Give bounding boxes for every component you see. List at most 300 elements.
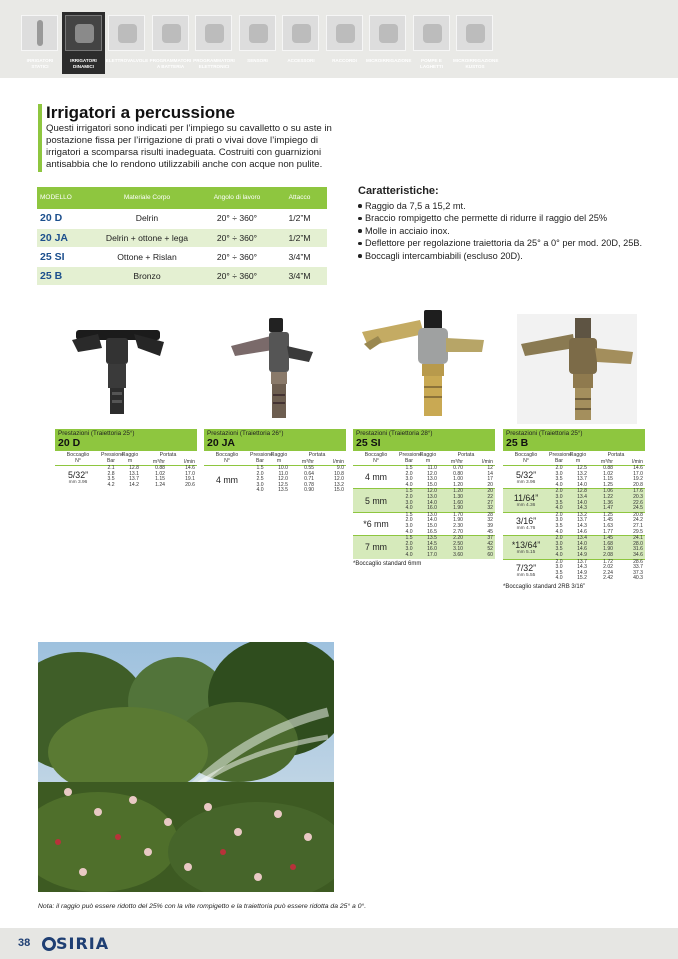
col-raggio: Raggio	[121, 452, 139, 458]
col-header-model: MODELLO	[37, 187, 92, 209]
nozzle-mm: mm 3.96	[68, 479, 88, 485]
perf-note: *Boccaglio standard 6mm	[353, 560, 422, 567]
nav-item-2[interactable]	[105, 12, 149, 74]
radius-cell: 16.0	[427, 546, 437, 553]
col-boccaglio: Boccaglio	[514, 452, 538, 458]
nozzle-size: 7 mm	[365, 542, 387, 553]
nav-item-label: PROGRAMMATORI A BATTERIA	[149, 58, 192, 69]
radius-cell: 13.7	[577, 558, 587, 565]
col-m: m	[127, 458, 133, 464]
pressure-cell: 3.0	[555, 564, 563, 571]
flow-m3hr-cell: 0.64	[304, 470, 314, 477]
col-m3hr: m³/hr	[450, 458, 463, 465]
flow-lmin-cell: 33.7	[633, 564, 643, 571]
flow-m3hr-cell: 1.15	[155, 476, 165, 483]
col-lmin: l/min	[632, 458, 643, 465]
angle-cell: 20° ÷ 360°	[202, 228, 272, 247]
nozzle-mm: mm 5.55	[516, 573, 536, 579]
perf-table-25si	[353, 429, 495, 567]
col-nr: N°	[224, 458, 230, 464]
flow-m3hr-cell: 1.90	[453, 517, 463, 524]
nozzle-size: 5 mm	[365, 495, 387, 506]
perf-title: Prestazioni (Traiettoria 25°)	[506, 430, 583, 437]
feature-item: Boccagli intercambiabili (escluso 20D).	[358, 250, 658, 263]
flow-lmin-cell: 20.3	[633, 493, 643, 500]
pressure-cell: 4.0	[405, 505, 413, 512]
flow-m3hr-cell: 3.60	[453, 551, 463, 558]
nav-item-label: MICROIRRIGAZIONE	[366, 58, 412, 63]
flow-m3hr-cell: 1.25	[603, 481, 613, 488]
flow-lmin-cell: 19.2	[633, 476, 643, 483]
radius-cell: 12.8	[129, 465, 139, 471]
category-icon	[326, 15, 363, 51]
col-nr: N°	[373, 458, 379, 464]
table-row	[549, 530, 645, 536]
perf-column-headers	[204, 451, 346, 465]
flow-lmin-cell: 20	[487, 481, 493, 488]
nozzle-group	[503, 512, 645, 535]
pressure-cell: 4.0	[256, 487, 264, 494]
col-pressione: Pressione	[101, 452, 125, 458]
pressure-cell: 2.1	[107, 465, 115, 471]
pressure-cell: 4.0	[555, 505, 563, 512]
angle-cell: 20° ÷ 360°	[202, 247, 272, 266]
perf-table-25b	[503, 429, 645, 590]
flow-lmin-cell: 28.0	[633, 540, 643, 547]
flow-m3hr-cell: 0.55	[304, 465, 314, 471]
flow-lmin-cell: 17	[487, 476, 493, 483]
material-cell: Delrin	[92, 209, 202, 228]
radius-cell: 14.0	[427, 499, 437, 506]
nav-item-label: IRRIGATORI DINAMICI	[70, 58, 97, 69]
flow-lmin-cell: 20.8	[633, 511, 643, 518]
radius-cell: 16.0	[427, 505, 437, 512]
radius-cell: 14.6	[577, 546, 587, 553]
flow-lmin-cell: 19.1	[185, 476, 195, 483]
flow-m3hr-cell: 1.00	[453, 476, 463, 483]
pressure-cell: 2.0	[555, 511, 563, 518]
perf-model: 20 JA	[207, 437, 236, 449]
nav-item-label: ACCESSORI	[287, 58, 315, 63]
flow-m3hr-cell: 1.24	[155, 481, 165, 488]
flow-m3hr-cell: 2.20	[453, 535, 463, 542]
flow-lmin-cell: 27	[487, 499, 493, 506]
radius-cell: 13.0	[427, 493, 437, 500]
flow-m3hr-cell: 0.80	[453, 470, 463, 477]
garden-photo	[38, 642, 334, 892]
nav-item-label: RACCORDI	[332, 58, 357, 63]
brand-logo	[42, 934, 109, 953]
pressure-cell: 2.5	[256, 476, 264, 483]
col-lmin: l/min	[333, 458, 344, 465]
flow-m3hr-cell: 1.30	[453, 493, 463, 500]
flow-m3hr-cell: 1.90	[603, 546, 613, 553]
nozzle-group	[503, 535, 645, 558]
pressure-cell: 3.5	[555, 546, 563, 553]
nozzle-group	[503, 559, 645, 582]
pressure-cell: 1.5	[405, 488, 413, 495]
nav-item-3[interactable]	[149, 12, 193, 74]
nozzle-size: *6 mm	[363, 518, 389, 529]
col-bar: Bar	[106, 458, 116, 464]
flow-lmin-cell: 17.6	[633, 488, 643, 495]
radius-cell: 12.8	[577, 488, 587, 495]
model-cell: 20 JA	[37, 228, 92, 247]
table-row	[399, 506, 495, 512]
col-portata: Portata	[457, 452, 475, 458]
flow-m3hr-cell: 0.88	[155, 465, 165, 471]
pressure-cell: 4.0	[555, 551, 563, 558]
flow-lmin-cell: 32	[487, 517, 493, 524]
product-photo-25si	[360, 306, 490, 426]
flow-lmin-cell: 12.0	[334, 476, 344, 483]
nav-item-5[interactable]	[236, 12, 280, 74]
pressure-cell: 1.5	[405, 535, 413, 542]
flow-lmin-cell: 14.6	[633, 465, 643, 471]
nav-item-6[interactable]	[279, 12, 323, 74]
radius-cell: 14.3	[577, 505, 587, 512]
table-row	[399, 530, 495, 536]
col-lmin: l/min	[482, 458, 493, 465]
radius-cell: 11.0	[278, 470, 288, 477]
pressure-cell: 1.5	[256, 465, 264, 471]
flow-lmin-cell: 15.0	[334, 487, 344, 494]
pressure-cell: 2.0	[405, 540, 413, 547]
pressure-cell: 2.0	[555, 488, 563, 495]
pressure-cell: 2.0	[405, 470, 413, 477]
nozzle-size: 7/32”	[515, 563, 537, 574]
flow-lmin-cell: 28.6	[633, 558, 643, 565]
perf-column-headers	[55, 451, 197, 465]
pressure-cell: 3.5	[107, 476, 115, 483]
nozzle-size: 4 mm	[365, 472, 387, 483]
feature-item: Braccio rompigetto che permette di ridurre il raggio del 25%	[358, 212, 658, 225]
pressure-cell: 3.0	[555, 517, 563, 524]
nav-item-8[interactable]	[366, 12, 410, 74]
radius-cell: 13.2	[577, 470, 587, 477]
features-title: Caratteristiche:	[358, 185, 439, 197]
pressure-cell: 2.0	[555, 558, 563, 565]
col-boccaglio: Boccaglio	[66, 452, 90, 458]
table-row	[549, 506, 645, 512]
flow-m3hr-cell: 1.63	[603, 522, 613, 529]
material-cell: Delrin + ottone + lega	[92, 228, 202, 247]
feature-item: Raggio da 7,5 a 15,2 mt.	[358, 200, 658, 213]
flow-m3hr-cell: 1.15	[603, 476, 613, 483]
angle-cell: 20° ÷ 360°	[202, 209, 272, 228]
pressure-cell: 4.0	[405, 551, 413, 558]
pressure-cell: 2.0	[555, 535, 563, 542]
pressure-cell: 3.0	[256, 481, 264, 488]
category-icon	[413, 15, 450, 51]
model-cell: 25 SI	[37, 247, 92, 266]
flow-m3hr-cell: 1.45	[603, 517, 613, 524]
radius-cell: 14.3	[577, 522, 587, 529]
nozzle-group	[503, 465, 645, 488]
radius-cell: 14.2	[129, 481, 139, 488]
col-raggio: Raggio	[569, 452, 587, 458]
pressure-cell: 3.5	[555, 569, 563, 576]
col-portata: Portata	[607, 452, 625, 458]
features-list	[358, 200, 658, 263]
flow-m3hr-cell: 2.02	[603, 564, 613, 571]
pressure-cell: 2.0	[256, 470, 264, 477]
radius-cell: 13.4	[577, 493, 587, 500]
perf-header	[55, 429, 197, 451]
nozzle-mm: mm 3.96	[516, 479, 536, 485]
flow-lmin-cell: 14	[487, 470, 493, 477]
flow-lmin-cell: 14.6	[185, 465, 195, 471]
flow-m3hr-cell: 3.10	[453, 546, 463, 553]
category-icon	[108, 15, 145, 51]
col-nr: N°	[523, 458, 529, 464]
flow-lmin-cell: 10.8	[334, 470, 344, 477]
category-icon	[152, 15, 189, 51]
nav-item-1[interactable]	[62, 12, 106, 74]
nozzle-size: 3/16”	[515, 516, 537, 527]
flow-lmin-cell: 20	[487, 488, 493, 495]
radius-cell: 14.9	[577, 569, 587, 576]
nav-item-9[interactable]	[410, 12, 454, 74]
pressure-cell: 3.0	[405, 522, 413, 529]
nav-item-4[interactable]	[192, 12, 236, 74]
feature-item: Deflettore per regolazione traiettoria da 25° a 0° per mod. 20D, 25B.	[358, 237, 658, 250]
radius-cell: 14.6	[577, 528, 587, 535]
radius-cell: 12.5	[278, 481, 288, 488]
product-photo-20ja	[225, 316, 325, 424]
col-header-angle: Angolo di lavoro	[202, 187, 272, 209]
pressure-cell: 3.0	[405, 546, 413, 553]
nav-item-label: IRRIGATORI STATICI	[26, 58, 54, 69]
nozzle-group	[353, 465, 495, 488]
nozzle-size: *13/64”	[511, 539, 541, 550]
col-m3hr: m³/hr	[301, 458, 314, 465]
category-icon	[21, 15, 58, 51]
models-table	[37, 187, 327, 286]
radius-cell: 13.4	[577, 535, 587, 542]
pressure-cell: 2.0	[405, 493, 413, 500]
flow-m3hr-cell: 1.20	[453, 488, 463, 495]
pressure-cell: 3.5	[555, 499, 563, 506]
radius-cell: 14.5	[427, 540, 437, 547]
nozzle-group	[503, 488, 645, 511]
connection-cell: 3/4”M	[272, 247, 327, 266]
radius-cell: 14.0	[577, 540, 587, 547]
feature-item: Molle in acciaio inox.	[358, 225, 658, 238]
flow-lmin-cell: 37	[487, 535, 493, 542]
flow-m3hr-cell: 1.72	[603, 558, 613, 565]
page-footer	[0, 928, 678, 959]
radius-cell: 13.5	[278, 487, 288, 494]
table-row	[549, 483, 645, 489]
flow-m3hr-cell: 1.70	[453, 511, 463, 518]
category-icon	[369, 15, 406, 51]
flow-m3hr-cell: 1.25	[603, 511, 613, 518]
radius-cell: 15.0	[427, 481, 437, 488]
nav-item-0[interactable]	[18, 12, 62, 74]
flow-lmin-cell: 24.1	[633, 535, 643, 542]
nozzle-group	[55, 465, 197, 488]
features-box	[358, 185, 658, 262]
radius-cell: 13.5	[427, 535, 437, 542]
flow-m3hr-cell: 1.20	[453, 481, 463, 488]
col-m: m	[276, 458, 282, 464]
perf-model: 25 SI	[356, 437, 381, 449]
flow-lmin-cell: 40.3	[633, 575, 643, 582]
pressure-cell: 3.0	[555, 540, 563, 547]
nozzle-group	[204, 465, 346, 494]
flow-lmin-cell: 9.0	[336, 465, 344, 471]
category-icon	[195, 15, 232, 51]
table-row	[549, 553, 645, 559]
col-pressione: Pressione	[250, 452, 274, 458]
radius-cell: 13.1	[129, 470, 139, 477]
nozzle-size: 11/64”	[513, 493, 539, 504]
page-title: Irrigatori a percussione	[46, 103, 235, 122]
perf-header	[503, 429, 645, 451]
table-row	[101, 483, 197, 489]
radius-cell: 12.5	[577, 465, 587, 471]
table-row	[399, 483, 495, 489]
perf-column-headers	[503, 451, 645, 465]
col-m: m	[425, 458, 431, 464]
flow-lmin-cell: 39	[487, 522, 493, 529]
flow-lmin-cell: 22.6	[633, 499, 643, 506]
flow-lmin-cell: 27.1	[633, 522, 643, 529]
flow-lmin-cell: 31.6	[633, 546, 643, 553]
bottom-note: Nota: il raggio può essere ridotto del 25% con la vite rompigetto e la traiettoria può essere ridotta da 25° a 0°.	[38, 903, 367, 910]
flow-lmin-cell: 45	[487, 528, 493, 535]
flow-lmin-cell: 29.5	[633, 528, 643, 535]
perf-model: 20 D	[58, 437, 81, 449]
flow-lmin-cell: 22	[487, 493, 493, 500]
material-cell: Bronzo	[92, 266, 202, 285]
brand-name: SIRIA	[56, 934, 110, 953]
connection-cell: 3/4”M	[272, 266, 327, 285]
category-icon	[239, 15, 276, 51]
flow-lmin-cell: 12	[487, 465, 493, 471]
col-nr: N°	[75, 458, 81, 464]
radius-cell: 15.2	[577, 575, 587, 582]
nav-item-label: PROGRAMMATORI ELETTRONICI	[193, 58, 235, 69]
nav-item-label: SENSORI	[247, 58, 268, 63]
nav-item-7[interactable]	[323, 12, 367, 74]
pressure-cell: 2.0	[555, 465, 563, 471]
perf-table-20d	[55, 429, 197, 488]
pressure-cell: 4.0	[405, 528, 413, 535]
flow-m3hr-cell: 0.90	[304, 487, 314, 494]
flow-lmin-cell: 24.2	[633, 517, 643, 524]
radius-cell: 13.7	[577, 517, 587, 524]
perf-title: Prestazioni (Traiettoria 28°)	[356, 430, 433, 437]
table-row	[399, 553, 495, 559]
flow-m3hr-cell: 2.50	[453, 540, 463, 547]
perf-title: Prestazioni (Traiettoria 25°)	[58, 430, 135, 437]
material-cell: Ottone + Rislan	[92, 247, 202, 266]
radius-cell: 14.0	[427, 517, 437, 524]
flow-m3hr-cell: 1.06	[603, 488, 613, 495]
nav-item-label: ELETTROVALVOLE	[105, 58, 149, 63]
col-bar: Bar	[554, 458, 564, 464]
category-icon	[65, 15, 102, 51]
nozzle-group	[353, 535, 495, 558]
radius-cell: 10.0	[278, 465, 288, 471]
pressure-cell: 1.5	[405, 465, 413, 471]
pressure-cell: 3.0	[555, 470, 563, 477]
radius-cell: 13.7	[129, 476, 139, 483]
flow-lmin-cell: 52	[487, 546, 493, 553]
col-portata: Portata	[308, 452, 326, 458]
pressure-cell: 3.0	[555, 493, 563, 500]
page-number: 38	[18, 937, 31, 949]
radius-cell: 17.0	[427, 551, 437, 558]
model-cell: 25 B	[37, 266, 92, 285]
col-bar: Bar	[255, 458, 265, 464]
logo-ring-icon	[42, 937, 56, 951]
nav-item-10[interactable]	[453, 12, 497, 74]
table-row	[37, 266, 327, 285]
col-portata: Portata	[159, 452, 177, 458]
model-cell: 20 D	[37, 209, 92, 228]
flow-m3hr-cell: 2.42	[603, 575, 613, 582]
perf-header	[204, 429, 346, 451]
pressure-cell: 2.8	[107, 470, 115, 477]
perf-title: Prestazioni (Traiettoria 26°)	[207, 430, 284, 437]
flow-m3hr-cell: 0.70	[453, 465, 463, 471]
nav-item-label: POMPE E LAGHETTI	[420, 58, 443, 69]
radius-cell: 14.0	[577, 481, 587, 488]
col-boccaglio: Boccaglio	[364, 452, 388, 458]
category-nav	[18, 12, 497, 74]
radius-cell: 13.0	[427, 476, 437, 483]
nozzle-mm: mm 5.15	[516, 549, 536, 555]
flow-lmin-cell: 60	[487, 551, 493, 558]
pressure-cell: 4.0	[555, 481, 563, 488]
col-m: m	[575, 458, 581, 464]
pressure-cell: 4.0	[555, 528, 563, 535]
nozzle-size: 4 mm	[216, 474, 238, 485]
pressure-cell: 4.0	[405, 481, 413, 488]
table-row	[549, 576, 645, 582]
nozzle-size: 5/32”	[67, 469, 89, 480]
flow-m3hr-cell: 2.08	[603, 551, 613, 558]
perf-column-headers	[353, 451, 495, 465]
flow-m3hr-cell: 1.60	[453, 499, 463, 506]
intro-text: Questi irrigatori sono indicati per l’impiego su cavalletto o su aste in postazione fissa per l’irrigazione di prati o vivai dove l’impiego di irrigatori a scomparsa risulti inadeguata. Costruiti con guarnizioni antisabbia che lo rendono utilizzabili anche con acque non pulite.	[46, 123, 332, 170]
pressure-cell: 3.0	[405, 499, 413, 506]
pressure-cell: 4.2	[107, 481, 115, 488]
pressure-cell: 4.0	[555, 575, 563, 582]
col-header-material: Materiale Corpo	[92, 187, 202, 209]
product-photo-25b	[517, 314, 637, 424]
category-icon	[282, 15, 319, 51]
nozzle-size: 5/32”	[515, 469, 537, 480]
nozzle-group	[353, 512, 495, 535]
flow-m3hr-cell: 2.70	[453, 528, 463, 535]
flow-m3hr-cell: 1.68	[603, 540, 613, 547]
flow-m3hr-cell: 1.90	[453, 505, 463, 512]
table-row	[37, 209, 327, 228]
radius-cell: 12.0	[427, 470, 437, 477]
col-m3hr: m³/hr	[600, 458, 613, 465]
category-icon	[456, 15, 493, 51]
flow-lmin-cell: 32	[487, 505, 493, 512]
col-header-connection: Attacco	[272, 187, 327, 209]
nozzle-mm: mm 4.36	[516, 503, 536, 509]
pressure-cell: 3.5	[555, 522, 563, 529]
radius-cell: 11.0	[427, 465, 437, 471]
angle-cell: 20° ÷ 360°	[202, 266, 272, 285]
